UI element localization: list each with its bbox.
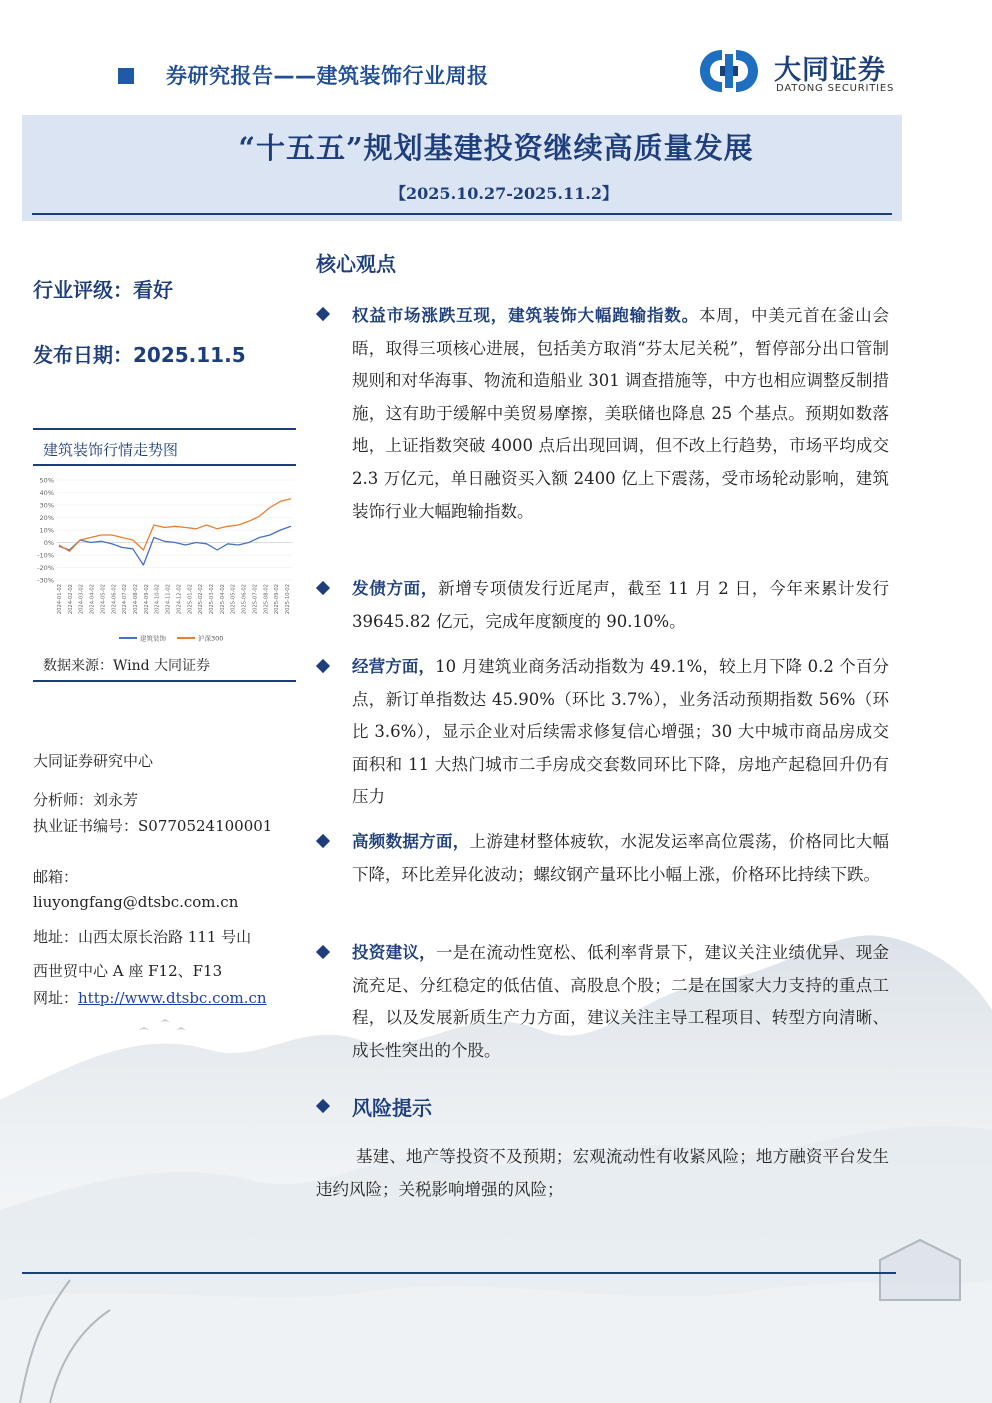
trend-chart [33, 472, 296, 647]
core-item-body: 本周，中美元首在釜山会晤，取得三项核心进展，包括美方取消“芬太尼关税”，暂停部分出口管制规则和对华海事、物流和造船业 301 调查措施等，中方也相应调整反制措施，这有助于缓解中美贸易摩擦，美联储也降息 25 个基点。预期如数落地，上证指数突破 4000 点后出现回调，但不改上行趋势，市场平均成交 2.3 万亿元，单日融资买入额 2400 亿上下震荡，受市场轮动影响，建筑装饰行业大幅跑输指数。 [352, 306, 890, 521]
core-item-head: 发债方面， [352, 579, 439, 598]
chart-x-tick-label: 2024-05-02 [100, 584, 107, 615]
chart-x-tick-label: 2024-03-02 [78, 584, 85, 615]
chart-x-tick-label: 2025-09-02 [274, 584, 281, 615]
company-logo [698, 44, 908, 100]
footer-rule [22, 1272, 896, 1274]
chart-x-tick-label: 2025-06-02 [241, 584, 248, 615]
chart-x-tick-label: 2024-09-02 [143, 584, 150, 615]
industry-rating: 行业评级：看好 [33, 278, 173, 302]
website-row [33, 987, 267, 1008]
bullet-diamond-icon [316, 1099, 330, 1113]
chart-x-tick-label: 2025-08-02 [263, 584, 270, 615]
chart-y-tick-label: -20% [37, 564, 54, 572]
chart-x-tick-label: 2025-04-02 [219, 584, 226, 615]
chart-bottom-rule [33, 680, 296, 682]
website-label: 网址： [33, 989, 79, 1007]
header-square-marker [118, 68, 134, 84]
email-label: 邮箱： [33, 868, 79, 886]
chart-caption-rule [33, 464, 296, 466]
chart-y-tick-label: 0% [43, 539, 54, 547]
risk-title: 风险提示 [352, 1096, 432, 1120]
chart-y-tick-label: 50% [39, 476, 54, 485]
chart-x-tick-label: 2025-03-02 [209, 584, 215, 615]
chart-x-tick-label: 2024-11-02 [165, 584, 172, 615]
chart-x-tick-label: 2024-04-02 [89, 584, 96, 615]
address-line-1: 地址：山西太原长治路 111 号山 [33, 928, 252, 946]
chart-x-tick-label: 2024-02-02 [67, 584, 74, 615]
chart-legend-label: 建筑装饰 [140, 634, 166, 643]
chart-x-tick-label: 2025-05-02 [230, 584, 237, 615]
chart-caption: 建筑装饰行情走势图 [43, 441, 179, 459]
chart-x-tick-label: 2024-08-02 [133, 584, 139, 615]
core-item-high-frequency [352, 826, 889, 891]
chart-y-tick-label: 40% [39, 489, 54, 497]
bullet-diamond-icon [316, 945, 330, 959]
chart-y-tick-label: -30% [37, 576, 54, 585]
core-views-title: 核心观点 [316, 252, 396, 276]
core-item-body: 10 月建筑业商务活动指数为 49.1%，较上月下降 0.2 个百分点，新订单指数达 45.90%（环比 3.7%），业务活动预期指数 56%（环比 3.6%），显示企业对后续需求修复信心增强；30 大中城市商品房成交面积和 11 大热门城市二手房成交套数同环比下降，房地产起稳回升仍有压力 [352, 657, 889, 807]
core-item-head: 权益市场涨跌互现，建筑装饰大幅跑输指数。 [352, 306, 699, 325]
chart-x-tick-label: 2025-07-02 [252, 584, 259, 615]
logo-text-en: DATONG SECURITIES [776, 83, 895, 94]
chart-x-tick-label: 2024-12-02 [176, 584, 183, 615]
chart-series-line-construction [59, 526, 291, 565]
certificate-number: 执业证书编号：S0770524100001 [33, 817, 273, 835]
chart-source: 数据来源：Wind 大同证券 [43, 658, 211, 674]
chart-top-rule [33, 428, 296, 430]
core-item-operations [352, 651, 889, 814]
risk-text: 基建、地产等投资不及预期；宏观流动性有收紧风险；地方融资平台发生违约风险；关税影响增强的风险； [316, 1147, 889, 1199]
core-item-investment [352, 937, 889, 1067]
trend-chart-panel [33, 428, 296, 682]
research-center: 大同证券研究中心 [33, 752, 154, 770]
chart-x-tick-label: 2024-06-02 [111, 584, 118, 615]
email-address[interactable]: liuyongfang@dtsbc.com.cn [33, 893, 239, 911]
website-link[interactable]: http://www.dtsbc.com.cn [78, 989, 267, 1007]
chart-x-tick-label: 2024-07-02 [122, 584, 129, 615]
chart-y-tick-label: 10% [39, 526, 54, 535]
chart-y-tick-label: 20% [39, 514, 54, 522]
publish-date: 发布日期：2025.11.5 [33, 343, 246, 367]
bullet-diamond-icon [316, 581, 330, 595]
chart-x-tick-label: 2025-02-02 [198, 584, 205, 615]
header-title: 券研究报告——建筑装饰行业周报 [166, 64, 489, 88]
chart-legend-label: 沪深300 [198, 634, 224, 643]
chart-x-tick-label: 2024-10-02 [154, 584, 161, 615]
chart-series-line-csi300 [59, 499, 291, 552]
chart-y-tick-label: 30% [39, 501, 54, 510]
report-date-range: 【2025.10.27-2025.11.2】 [390, 184, 618, 203]
core-item-body: 新增专项债发行近尾声，截至 11 月 2 日，今年来累计发行 39645.82 亿元，完成年度额度的 90.10%。 [352, 579, 889, 631]
chart-x-tick-label: 2025-01-02 [187, 584, 194, 615]
core-item-equity [352, 300, 889, 528]
bullet-diamond-icon [316, 659, 330, 673]
core-item-head: 经营方面， [352, 657, 436, 676]
analyst-name: 分析师：刘永芳 [33, 791, 139, 809]
chart-x-tick-label: 2025-10-02 [285, 584, 291, 615]
core-item-head: 高频数据方面， [352, 832, 470, 851]
title-divider [32, 213, 892, 215]
address-line-2: 西世贸中心 A 座 F12、F13 [33, 962, 223, 980]
logo-text-cn: 大同证券 [774, 55, 886, 86]
bullet-diamond-icon [316, 307, 330, 321]
report-title: “十五五”规划基建投资继续高质量发展 [238, 131, 754, 165]
chart-y-tick-label: -10% [37, 551, 54, 560]
chart-x-tick-label: 2024-01-02 [57, 584, 63, 615]
core-item-body: 一是在流动性宽松、低利率背景下，建议关注业绩优异、现金流充足、分红稳定的低估值、高股息个股；二是在国家大力支持的重点工程，以及发展新质生产力方面，建议关注主导工程项目、转型方向清晰、成长性突出的个股。 [352, 943, 890, 1060]
bullet-diamond-icon [316, 834, 330, 848]
core-item-bonds [352, 573, 889, 638]
core-item-body: 上游建材整体疲软，水泥发运率高位震荡，价格同比大幅下降，环比差异化波动；螺纹钢产量环比小幅上涨，价格环比持续下跌。 [352, 832, 890, 884]
logo-mark-icon [698, 46, 760, 96]
core-item-head: 投资建议， [352, 943, 436, 962]
